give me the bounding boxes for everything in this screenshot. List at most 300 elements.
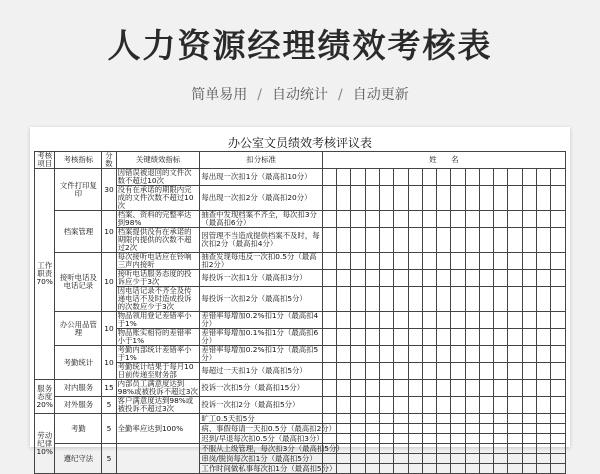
score-entry[interactable] — [322, 346, 336, 363]
score-entry[interactable] — [408, 424, 422, 434]
score-entry[interactable] — [479, 397, 493, 414]
score-entry[interactable] — [365, 397, 379, 414]
score-entry[interactable] — [351, 169, 365, 186]
score-entry[interactable] — [337, 414, 351, 424]
score-entry[interactable] — [379, 287, 393, 312]
score-entry[interactable] — [522, 312, 536, 329]
score-entry[interactable] — [437, 211, 451, 228]
score-entry[interactable] — [351, 186, 365, 211]
score-entry[interactable] — [494, 464, 508, 474]
score-entry[interactable] — [437, 253, 451, 270]
score-entry[interactable] — [551, 346, 566, 363]
score-entry[interactable] — [465, 287, 479, 312]
score-entry[interactable] — [479, 253, 493, 270]
score-entry[interactable] — [437, 424, 451, 434]
score-entry[interactable] — [479, 169, 493, 186]
score-entry[interactable] — [379, 253, 393, 270]
score-entry[interactable] — [379, 444, 393, 454]
score-entry[interactable] — [408, 363, 422, 380]
score-entry[interactable] — [365, 329, 379, 346]
score-entry[interactable] — [365, 287, 379, 312]
score-entry[interactable] — [337, 346, 351, 363]
score-entry[interactable] — [351, 380, 365, 397]
score-entry[interactable] — [337, 186, 351, 211]
score-entry[interactable] — [451, 270, 465, 287]
score-entry[interactable] — [337, 380, 351, 397]
score-entry[interactable] — [394, 444, 408, 454]
score-entry[interactable] — [422, 186, 436, 211]
score-entry[interactable] — [494, 346, 508, 363]
score-entry[interactable] — [408, 169, 422, 186]
score-entry[interactable] — [322, 211, 336, 228]
score-entry[interactable] — [551, 312, 566, 329]
score-entry[interactable] — [394, 329, 408, 346]
score-entry[interactable] — [508, 312, 522, 329]
score-entry[interactable] — [522, 444, 536, 454]
score-entry[interactable] — [379, 454, 393, 464]
score-entry[interactable] — [408, 270, 422, 287]
score-entry[interactable] — [508, 346, 522, 363]
score-entry[interactable] — [437, 329, 451, 346]
score-entry[interactable] — [351, 414, 365, 424]
score-entry[interactable] — [337, 312, 351, 329]
score-entry[interactable] — [479, 186, 493, 211]
score-entry[interactable] — [522, 397, 536, 414]
score-entry[interactable] — [437, 270, 451, 287]
score-entry[interactable] — [479, 363, 493, 380]
score-entry[interactable] — [465, 253, 479, 270]
score-entry[interactable] — [494, 329, 508, 346]
score-entry[interactable] — [365, 312, 379, 329]
score-entry[interactable] — [522, 380, 536, 397]
score-entry[interactable] — [365, 424, 379, 434]
score-entry[interactable] — [537, 454, 551, 464]
score-entry[interactable] — [451, 186, 465, 211]
score-entry[interactable] — [465, 346, 479, 363]
score-entry[interactable] — [537, 444, 551, 454]
score-entry[interactable] — [437, 312, 451, 329]
score-entry[interactable] — [394, 312, 408, 329]
score-entry[interactable] — [551, 228, 566, 253]
score-entry[interactable] — [508, 186, 522, 211]
score-entry[interactable] — [379, 424, 393, 434]
score-entry[interactable] — [479, 270, 493, 287]
score-entry[interactable] — [451, 454, 465, 464]
score-entry[interactable] — [408, 444, 422, 454]
score-entry[interactable] — [337, 169, 351, 186]
score-entry[interactable] — [551, 270, 566, 287]
score-entry[interactable] — [465, 329, 479, 346]
score-entry[interactable] — [508, 329, 522, 346]
score-entry[interactable] — [508, 397, 522, 414]
score-entry[interactable] — [337, 454, 351, 464]
score-entry[interactable] — [422, 329, 436, 346]
score-entry[interactable] — [437, 287, 451, 312]
score-entry[interactable] — [451, 329, 465, 346]
score-entry[interactable] — [394, 464, 408, 474]
score-entry[interactable] — [394, 454, 408, 464]
score-entry[interactable] — [522, 329, 536, 346]
score-entry[interactable] — [322, 287, 336, 312]
score-entry[interactable] — [422, 270, 436, 287]
score-entry[interactable] — [379, 270, 393, 287]
score-entry[interactable] — [379, 380, 393, 397]
score-entry[interactable] — [365, 169, 379, 186]
score-entry[interactable] — [394, 287, 408, 312]
score-entry[interactable] — [408, 228, 422, 253]
score-entry[interactable] — [394, 186, 408, 211]
score-entry[interactable] — [422, 228, 436, 253]
score-entry[interactable] — [451, 363, 465, 380]
score-entry[interactable] — [437, 228, 451, 253]
score-entry[interactable] — [451, 312, 465, 329]
score-entry[interactable] — [437, 464, 451, 474]
score-entry[interactable] — [465, 454, 479, 464]
score-entry[interactable] — [379, 312, 393, 329]
score-entry[interactable] — [394, 434, 408, 444]
score-entry[interactable] — [522, 270, 536, 287]
score-entry[interactable] — [351, 312, 365, 329]
score-entry[interactable] — [437, 444, 451, 454]
score-entry[interactable] — [322, 329, 336, 346]
score-entry[interactable] — [551, 424, 566, 434]
score-entry[interactable] — [408, 454, 422, 464]
score-entry[interactable] — [551, 414, 566, 424]
score-entry[interactable] — [379, 211, 393, 228]
score-entry[interactable] — [465, 312, 479, 329]
score-entry[interactable] — [365, 434, 379, 444]
score-entry[interactable] — [465, 380, 479, 397]
score-entry[interactable] — [494, 414, 508, 424]
score-entry[interactable] — [551, 253, 566, 270]
score-entry[interactable] — [337, 329, 351, 346]
score-entry[interactable] — [365, 380, 379, 397]
score-entry[interactable] — [351, 211, 365, 228]
score-entry[interactable] — [551, 397, 566, 414]
score-entry[interactable] — [322, 253, 336, 270]
score-entry[interactable] — [422, 287, 436, 312]
score-entry[interactable] — [479, 424, 493, 434]
score-entry[interactable] — [408, 346, 422, 363]
score-entry[interactable] — [537, 380, 551, 397]
score-entry[interactable] — [479, 312, 493, 329]
score-entry[interactable] — [394, 169, 408, 186]
score-entry[interactable] — [365, 228, 379, 253]
score-entry[interactable] — [551, 444, 566, 454]
score-entry[interactable] — [322, 363, 336, 380]
score-entry[interactable] — [437, 186, 451, 211]
score-entry[interactable] — [337, 424, 351, 434]
score-entry[interactable] — [408, 211, 422, 228]
score-entry[interactable] — [437, 434, 451, 444]
score-entry[interactable] — [422, 169, 436, 186]
score-entry[interactable] — [451, 380, 465, 397]
score-entry[interactable] — [494, 434, 508, 444]
score-entry[interactable] — [408, 434, 422, 444]
score-entry[interactable] — [465, 424, 479, 434]
score-entry[interactable] — [322, 397, 336, 414]
score-entry[interactable] — [365, 253, 379, 270]
score-entry[interactable] — [551, 434, 566, 444]
score-entry[interactable] — [522, 211, 536, 228]
score-entry[interactable] — [465, 270, 479, 287]
score-entry[interactable] — [451, 169, 465, 186]
score-entry[interactable] — [394, 424, 408, 434]
score-entry[interactable] — [465, 444, 479, 454]
score-entry[interactable] — [379, 397, 393, 414]
score-entry[interactable] — [379, 329, 393, 346]
score-entry[interactable] — [465, 169, 479, 186]
score-entry[interactable] — [408, 329, 422, 346]
score-entry[interactable] — [479, 454, 493, 464]
score-entry[interactable] — [379, 414, 393, 424]
score-entry[interactable] — [494, 287, 508, 312]
score-entry[interactable] — [522, 169, 536, 186]
score-entry[interactable] — [422, 380, 436, 397]
score-entry[interactable] — [537, 287, 551, 312]
score-entry[interactable] — [551, 454, 566, 464]
score-entry[interactable] — [422, 454, 436, 464]
score-entry[interactable] — [508, 228, 522, 253]
score-entry[interactable] — [508, 464, 522, 474]
score-entry[interactable] — [537, 346, 551, 363]
score-entry[interactable] — [422, 346, 436, 363]
score-entry[interactable] — [351, 270, 365, 287]
score-entry[interactable] — [508, 434, 522, 444]
score-entry[interactable] — [465, 363, 479, 380]
score-entry[interactable] — [351, 329, 365, 346]
score-entry[interactable] — [451, 253, 465, 270]
score-entry[interactable] — [465, 434, 479, 444]
score-entry[interactable] — [465, 211, 479, 228]
score-entry[interactable] — [322, 312, 336, 329]
score-entry[interactable] — [351, 228, 365, 253]
score-entry[interactable] — [394, 380, 408, 397]
score-entry[interactable] — [408, 287, 422, 312]
score-entry[interactable] — [365, 414, 379, 424]
score-entry[interactable] — [351, 397, 365, 414]
score-entry[interactable] — [494, 270, 508, 287]
score-entry[interactable] — [337, 464, 351, 474]
score-entry[interactable] — [437, 414, 451, 424]
score-entry[interactable] — [522, 346, 536, 363]
score-entry[interactable] — [479, 464, 493, 474]
score-entry[interactable] — [394, 228, 408, 253]
score-entry[interactable] — [537, 312, 551, 329]
score-entry[interactable] — [451, 424, 465, 434]
score-entry[interactable] — [537, 434, 551, 444]
score-entry[interactable] — [351, 287, 365, 312]
score-entry[interactable] — [537, 270, 551, 287]
score-entry[interactable] — [522, 434, 536, 444]
score-entry[interactable] — [537, 414, 551, 424]
score-entry[interactable] — [365, 270, 379, 287]
score-entry[interactable] — [551, 380, 566, 397]
score-entry[interactable] — [494, 363, 508, 380]
score-entry[interactable] — [379, 169, 393, 186]
score-entry[interactable] — [537, 397, 551, 414]
score-entry[interactable] — [537, 228, 551, 253]
score-entry[interactable] — [351, 363, 365, 380]
score-entry[interactable] — [508, 444, 522, 454]
score-entry[interactable] — [508, 380, 522, 397]
score-entry[interactable] — [365, 363, 379, 380]
score-entry[interactable] — [522, 414, 536, 424]
score-entry[interactable] — [322, 186, 336, 211]
score-entry[interactable] — [351, 253, 365, 270]
score-entry[interactable] — [422, 424, 436, 434]
score-entry[interactable] — [322, 380, 336, 397]
score-entry[interactable] — [322, 270, 336, 287]
score-entry[interactable] — [365, 211, 379, 228]
score-entry[interactable] — [522, 363, 536, 380]
score-entry[interactable] — [451, 397, 465, 414]
score-entry[interactable] — [394, 397, 408, 414]
score-entry[interactable] — [422, 253, 436, 270]
score-entry[interactable] — [494, 454, 508, 464]
score-entry[interactable] — [465, 397, 479, 414]
score-entry[interactable] — [365, 346, 379, 363]
score-entry[interactable] — [465, 228, 479, 253]
score-entry[interactable] — [451, 346, 465, 363]
score-entry[interactable] — [494, 186, 508, 211]
score-entry[interactable] — [351, 444, 365, 454]
score-entry[interactable] — [437, 346, 451, 363]
score-entry[interactable] — [551, 464, 566, 474]
score-entry[interactable] — [465, 464, 479, 474]
score-entry[interactable] — [508, 253, 522, 270]
score-entry[interactable] — [451, 414, 465, 424]
score-entry[interactable] — [437, 380, 451, 397]
score-entry[interactable] — [422, 434, 436, 444]
score-entry[interactable] — [479, 287, 493, 312]
score-entry[interactable] — [437, 397, 451, 414]
score-entry[interactable] — [522, 228, 536, 253]
score-entry[interactable] — [494, 444, 508, 454]
score-entry[interactable] — [394, 253, 408, 270]
score-entry[interactable] — [494, 169, 508, 186]
score-entry[interactable] — [322, 454, 336, 464]
score-entry[interactable] — [522, 464, 536, 474]
score-entry[interactable] — [522, 287, 536, 312]
score-entry[interactable] — [551, 169, 566, 186]
score-entry[interactable] — [465, 186, 479, 211]
score-entry[interactable] — [551, 287, 566, 312]
score-entry[interactable] — [365, 186, 379, 211]
score-entry[interactable] — [494, 397, 508, 414]
score-entry[interactable] — [437, 454, 451, 464]
score-entry[interactable] — [337, 363, 351, 380]
score-entry[interactable] — [365, 454, 379, 464]
score-entry[interactable] — [508, 211, 522, 228]
score-entry[interactable] — [537, 363, 551, 380]
score-entry[interactable] — [537, 253, 551, 270]
score-entry[interactable] — [322, 414, 336, 424]
score-entry[interactable] — [537, 464, 551, 474]
score-entry[interactable] — [351, 464, 365, 474]
score-entry[interactable] — [508, 414, 522, 424]
score-entry[interactable] — [408, 186, 422, 211]
score-entry[interactable] — [537, 329, 551, 346]
score-entry[interactable] — [422, 363, 436, 380]
score-entry[interactable] — [337, 434, 351, 444]
score-entry[interactable] — [337, 228, 351, 253]
score-entry[interactable] — [337, 397, 351, 414]
score-entry[interactable] — [322, 169, 336, 186]
score-entry[interactable] — [379, 228, 393, 253]
score-entry[interactable] — [351, 424, 365, 434]
score-entry[interactable] — [479, 329, 493, 346]
score-entry[interactable] — [494, 312, 508, 329]
score-entry[interactable] — [451, 287, 465, 312]
score-entry[interactable] — [479, 380, 493, 397]
score-entry[interactable] — [379, 464, 393, 474]
score-entry[interactable] — [537, 211, 551, 228]
score-entry[interactable] — [508, 424, 522, 434]
score-entry[interactable] — [394, 346, 408, 363]
score-entry[interactable] — [494, 228, 508, 253]
score-entry[interactable] — [494, 380, 508, 397]
score-entry[interactable] — [394, 270, 408, 287]
score-entry[interactable] — [379, 186, 393, 211]
score-entry[interactable] — [479, 346, 493, 363]
score-entry[interactable] — [537, 186, 551, 211]
score-entry[interactable] — [408, 380, 422, 397]
score-entry[interactable] — [337, 287, 351, 312]
score-entry[interactable] — [394, 414, 408, 424]
score-entry[interactable] — [408, 464, 422, 474]
score-entry[interactable] — [479, 228, 493, 253]
score-entry[interactable] — [337, 253, 351, 270]
score-entry[interactable] — [422, 211, 436, 228]
score-entry[interactable] — [408, 414, 422, 424]
score-entry[interactable] — [394, 211, 408, 228]
score-entry[interactable] — [422, 464, 436, 474]
score-entry[interactable] — [508, 363, 522, 380]
score-entry[interactable] — [479, 444, 493, 454]
score-entry[interactable] — [422, 444, 436, 454]
score-entry[interactable] — [437, 169, 451, 186]
score-entry[interactable] — [551, 211, 566, 228]
score-entry[interactable] — [451, 444, 465, 454]
score-entry[interactable] — [408, 397, 422, 414]
score-entry[interactable] — [379, 346, 393, 363]
score-entry[interactable] — [437, 363, 451, 380]
score-entry[interactable] — [522, 253, 536, 270]
score-entry[interactable] — [451, 464, 465, 474]
score-entry[interactable] — [522, 186, 536, 211]
score-entry[interactable] — [522, 454, 536, 464]
score-entry[interactable] — [408, 253, 422, 270]
score-entry[interactable] — [479, 211, 493, 228]
score-entry[interactable] — [537, 424, 551, 434]
score-entry[interactable] — [451, 211, 465, 228]
score-entry[interactable] — [522, 424, 536, 434]
score-entry[interactable] — [351, 346, 365, 363]
score-entry[interactable] — [451, 228, 465, 253]
score-entry[interactable] — [508, 287, 522, 312]
score-entry[interactable] — [537, 169, 551, 186]
score-entry[interactable] — [551, 186, 566, 211]
score-entry[interactable] — [479, 414, 493, 424]
score-entry[interactable] — [551, 363, 566, 380]
score-entry[interactable] — [365, 464, 379, 474]
score-entry[interactable] — [379, 363, 393, 380]
score-entry[interactable] — [408, 312, 422, 329]
score-entry[interactable] — [422, 397, 436, 414]
score-entry[interactable] — [494, 211, 508, 228]
score-entry[interactable] — [322, 434, 336, 444]
